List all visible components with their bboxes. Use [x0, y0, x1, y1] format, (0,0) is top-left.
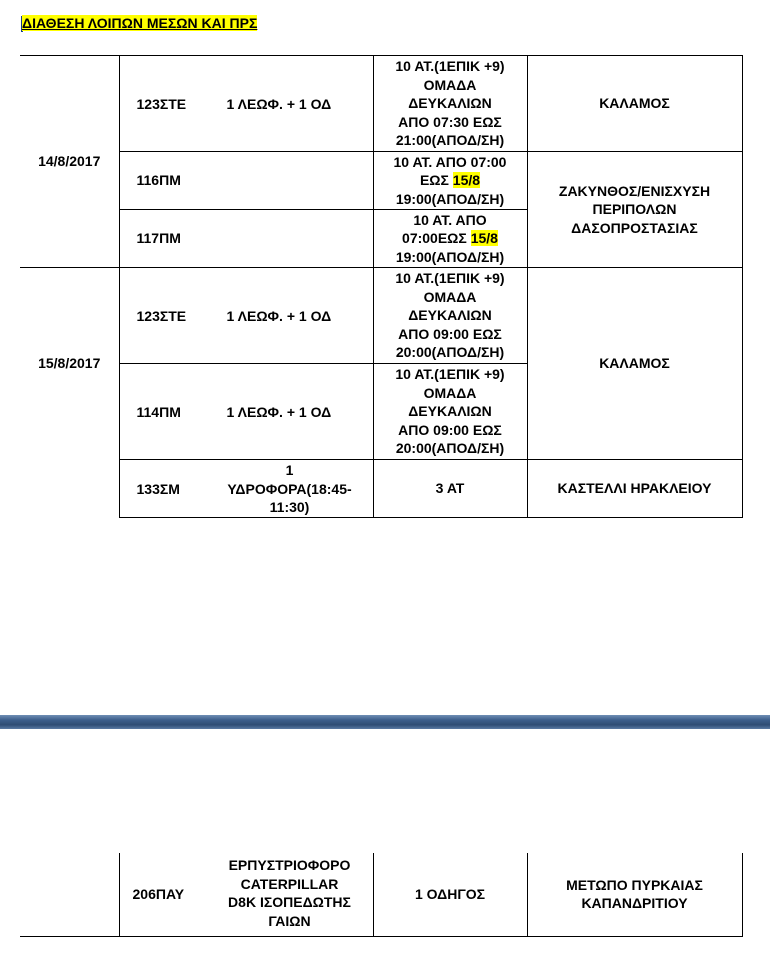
unit-code: 114ΠΜ	[136, 404, 181, 420]
personnel-cell: 10 ΑΤ.(1ΕΠΙΚ +9) ΟΜΑΔΑ ΔΕΥΚΑΛΙΩΝ ΑΠΟ 09:00 ΕΩΣ 20:00(ΑΠΟΔ/ΣΗ)	[373, 268, 527, 364]
table-row	[20, 56, 742, 152]
page-heading: ΔΙΑΘΕΣΗ ΛΟΙΠΩΝ ΜΕΣΩΝ ΚΑΙ ΠΡΣ	[22, 15, 258, 31]
unit-vehicle-cell	[119, 268, 373, 364]
date-cell: 15/8/2017	[20, 268, 119, 518]
personnel-cell: 3 ΑΤ	[373, 460, 527, 518]
table-row	[20, 268, 742, 364]
equipment-table	[20, 853, 743, 937]
unit-vehicle-cell	[119, 853, 373, 936]
location-cell: ΚΑΣΤΕΛΛΙ ΗΡΑΚΛΕΙΟΥ	[527, 460, 742, 518]
unit-vehicle-cell	[119, 210, 373, 268]
unit-code: 133ΣΜ	[136, 481, 180, 497]
unit-vehicle-cell	[119, 56, 373, 152]
table-row	[20, 853, 742, 936]
vehicle-text: 1 ΛΕΩΦ. + 1 ΟΔ	[226, 404, 332, 420]
vehicle-text: 1 ΛΕΩΦ. + 1 ΟΔ	[226, 96, 332, 112]
date-cell: 14/8/2017	[20, 56, 119, 268]
personnel-cell: 10 ΑΤ. ΑΠΟ 07:00 ΕΩΣ 15/8 19:00(ΑΠΟΔ/ΣΗ)	[373, 152, 527, 210]
highlighted-date: 15/8	[470, 230, 498, 247]
personnel-cell: 10 ΑΤ.(1ΕΠΙΚ +9) ΟΜΑΔΑ ΔΕΥΚΑΛΙΩΝ ΑΠΟ 07:30 ΕΩΣ 21:00(ΑΠΟΔ/ΣΗ)	[373, 56, 527, 152]
unit-code: 117ΠΜ	[136, 230, 181, 246]
unit-code: 123ΣΤΕ	[136, 96, 187, 112]
unit-vehicle-cell	[119, 152, 373, 210]
date-cell	[20, 853, 119, 936]
highlighted-date: 15/8	[452, 172, 481, 189]
unit-vehicle-cell	[119, 460, 373, 518]
table-row	[20, 152, 742, 210]
unit-code: 123ΣΤΕ	[136, 308, 187, 324]
page-break-separator	[0, 715, 770, 729]
location-cell: ΚΑΛΑΜΟΣ	[527, 56, 742, 152]
vehicle-text: ΕΡΠΥΣΤΡΙΟΦΟΡΟ CATERPILLAR D8K ΙΣΟΠΕΔΩΤΗΣ ΓΑΙΩΝ	[228, 857, 351, 929]
location-cell: ΖΑΚΥΝΘΟΣ/ΕΝΙΣΧΥΣΗ ΠΕΡΙΠΟΛΩΝ ΔΑΣΟΠΡΟΣΤΑΣΙΑΣ	[527, 152, 742, 268]
personnel-cell: 10 ΑΤ.(1ΕΠΙΚ +9) ΟΜΑΔΑ ΔΕΥΚΑΛΙΩΝ ΑΠΟ 09:00 ΕΩΣ 20:00(ΑΠΟΔ/ΣΗ)	[373, 364, 527, 460]
unit-vehicle-cell	[119, 364, 373, 460]
assignments-table	[20, 55, 743, 518]
unit-code: 116ΠΜ	[136, 172, 181, 188]
vehicle-text: 1 ΥΔΡΟΦΟΡΑ(18:45- 11:30)	[227, 462, 352, 515]
location-cell: ΜΕΤΩΠΟ ΠΥΡΚΑΙΑΣ ΚΑΠΑΝΔΡΙΤΙΟΥ	[527, 853, 742, 936]
unit-code: 206ΠΑΥ	[132, 886, 185, 902]
personnel-cell: 10 ΑΤ. ΑΠΟ 07:00ΕΩΣ 15/8 19:00(ΑΠΟΔ/ΣΗ)	[373, 210, 527, 268]
location-cell: ΚΑΛΑΜΟΣ	[527, 268, 742, 460]
vehicle-text: 1 ΛΕΩΦ. + 1 ΟΔ	[226, 308, 332, 324]
table-row	[20, 460, 742, 518]
personnel-cell: 1 ΟΔΗΓΟΣ	[373, 853, 527, 936]
